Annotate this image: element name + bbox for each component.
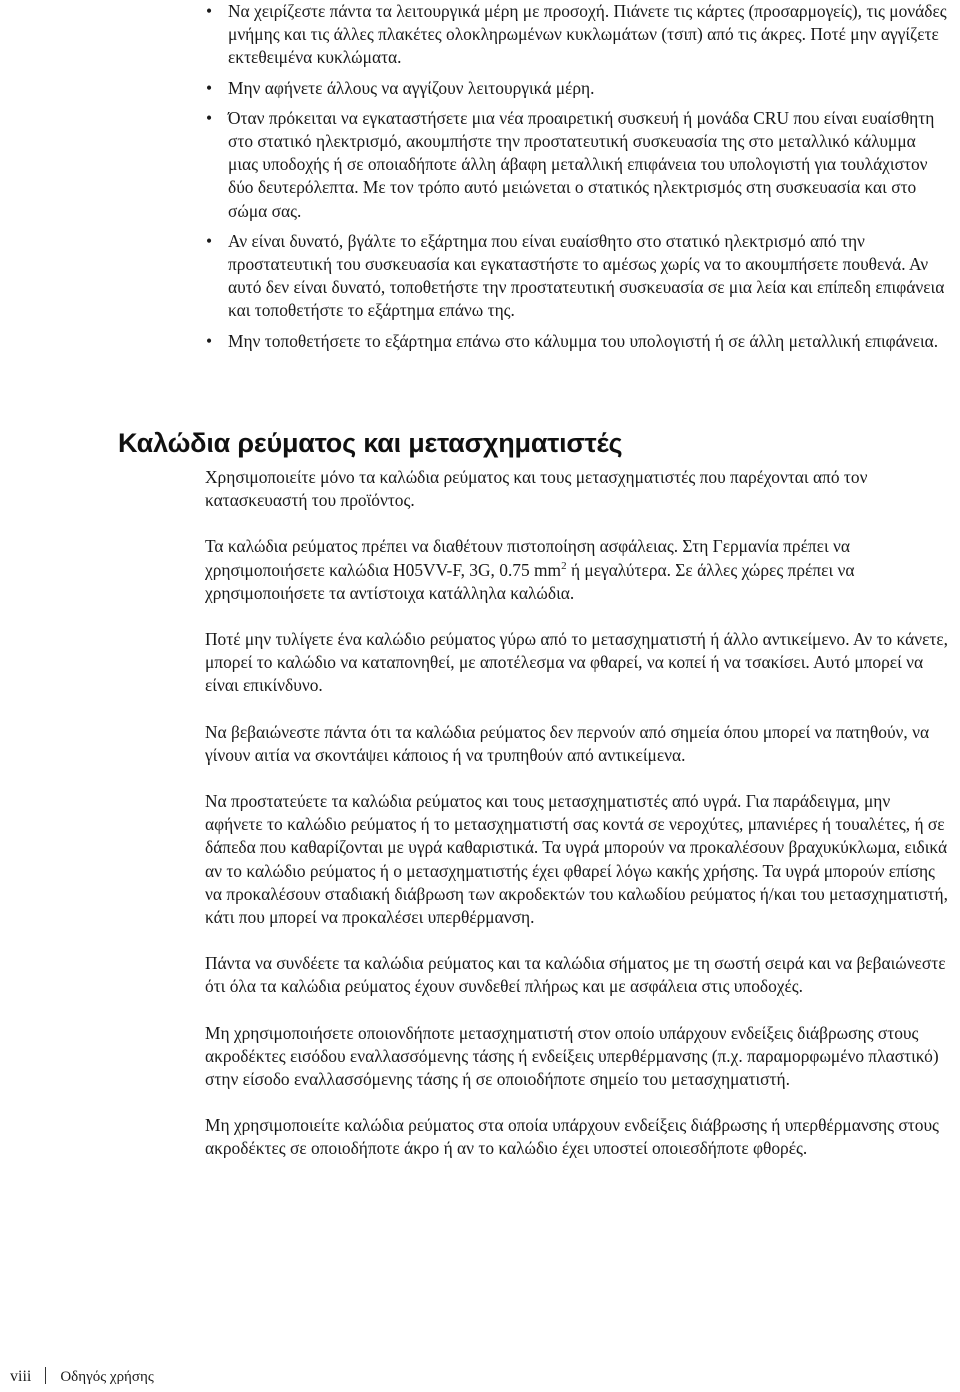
bullet-icon: •: [206, 230, 213, 251]
paragraph: Να προστατεύετε τα καλώδια ρεύματος και τους μετασχηματιστές από υγρά. Για παράδειγμα, μην αφήνετε το καλώδιο ρεύματος ή το μετασχηματιστή σας κοντά σε νεροχύτες, μπανιέρες ή τουαλέτες, ή σε δάπεδα που καθαρίζονται με υγρά καθαριστικά. Τα υγρά μπορούν να προκαλέσουν βραχυκύκλωμα, ειδικά αν το καλώδιο ρεύματος ή ο μετασχηματιστής έχει φθαρεί λόγω κακής χρήσης. Τα υγρά μπορούν επίσης να προκαλέσουν σταδιακή διάβρωση των ακροδεκτών του καλωδίου ρεύματος ή/και του μετασχηματιστή, κάτι που μπορεί να προκαλέσει υπερθέρμανση.: [205, 791, 948, 928]
bullet-item: [205, 330, 950, 353]
bullet-icon: •: [206, 107, 213, 128]
superscript: 2: [561, 559, 567, 572]
paragraph: Χρησιμοποιείτε μόνο τα καλώδια ρεύματος και τους μετασχηματιστές που παρέχονται από τον κατασκευαστή του προϊόντος.: [205, 467, 868, 511]
guide-title: Οδηγός χρήσης: [60, 1369, 154, 1385]
paragraph: Να βεβαιώνεστε πάντα ότι τα καλώδια ρεύματος δεν περνούν από σημεία όπου μπορεί να πατηθούν, να γίνουν αιτία να σκοντάψει κάποιος ή να τρυπηθούν από αντικείμενα.: [205, 721, 930, 765]
bullet-icon: •: [206, 77, 213, 98]
footer-divider: [45, 1367, 46, 1384]
bullet-item: [205, 77, 950, 100]
bullet-icon: •: [206, 330, 213, 351]
bullet-text: Μην τοποθετήσετε το εξάρτημα επάνω στο κάλυμμα του υπολογιστή ή σε άλλη μεταλλική επιφάνεια.: [228, 330, 939, 351]
bullet-list: [205, 0, 950, 360]
paragraph: Μη χρησιμοποιείτε καλώδια ρεύματος στα οποία υπάρχουν ενδείξεις διάβρωσης ή υπερθέρμανσης στους ακροδέκτες σε οποιοδήποτε άκρο ή αν το καλώδιο έχει υποστεί οποιεσδήποτε φθορές.: [205, 1115, 939, 1159]
bullet-text: Όταν πρόκειται να εγκαταστήσετε μια νέα προαιρετική συσκευή ή μονάδα CRU που είναι ευαίσθητη στο στατικό ηλεκτρισμό, ακουμπήστε την προστατευτική συσκευασία της στο μεταλλικό κάλυμμα μιας υποδοχής ή σε οποιαδήποτε άλλη άβαφη μεταλλική επιφάνεια του υπολογιστή για τουλάχιστον δύο δευτερόλεπτα. Με τον τρόπο αυτό μειώνεται ο στατικός ηλεκτρισμός στη συσκευασία και στο σώμα σας.: [228, 107, 935, 221]
section-title: Καλώδια ρεύματος και μετασχηματιστές: [118, 428, 623, 458]
bullet-text: Αν είναι δυνατό, βγάλτε το εξάρτημα που είναι ευαίσθητο στο στατικό ηλεκτρισμό από την προστατευτική του συσκευασία και εγκαταστήστε το αμέσως χωρίς να το ακουμπήσετε πουθενά. Αν αυτό δεν είναι δυνατό, τοποθετήστε την προστατευτική συσκευασία σε μια λεία και επίπεδη επιφάνεια και τοποθετήστε το εξάρτημα επάνω της.: [228, 230, 945, 321]
section-body: [205, 466, 950, 1184]
bullet-text: Να χειρίζεστε πάντα τα λειτουργικά μέρη με προσοχή. Πιάνετε τις κάρτες (προσαρμογείς), τις μονάδες μνήμης και τις άλλες πλακέτες ολοκληρωμένων κυκλωμάτων (τσιπ) από τις άκρες. Ποτέ μην αγγίζετε εκτεθειμένα κυκλώματα.: [228, 1, 947, 68]
page-number: viii: [10, 1368, 32, 1385]
bullet-icon: •: [206, 1, 213, 21]
bullet-text: Μην αφήνετε άλλους να αγγίζουν λειτουργικά μέρη.: [228, 77, 595, 98]
paragraph: Ποτέ μην τυλίγετε ένα καλώδιο ρεύματος γύρω από το μετασχηματιστή ή άλλο αντικείμενο. Αν το κάνετε, μπορεί το καλώδιο να καταπονηθεί, με αποτέλεσμα να φθαρεί, να κοπεί ή να τσακίσει. Αυτό μπορεί να είναι επικίνδυνο.: [205, 629, 949, 696]
bullet-item: [205, 230, 950, 323]
page-footer: [10, 1367, 154, 1387]
paragraph: Μη χρησιμοποιήσετε οποιονδήποτε μετασχηματιστή στον οποίο υπάρχουν ενδείξεις διάβρωσης στους ακροδέκτες εισόδου εναλλασσόμενης τάσης ή ενδείξεις υπερθέρμανσης (π.χ. παραμορφωμένο πλαστικό) στην είσοδο εναλλασσόμενης τάσης ή σε οποιοδήποτε σημείο του μετασχηματιστή.: [205, 1022, 939, 1090]
bullet-item: [205, 0, 950, 70]
paragraph: Πάντα να συνδέετε τα καλώδια ρεύματος και τα καλώδια σήματος με τη σωστή σειρά και να βεβαιώνεστε ότι όλα τα καλώδια ρεύματος έχουν συνδεθεί πλήρως και με ασφάλεια στις υποδοχές.: [205, 953, 946, 997]
paragraph-text: ή μεγαλύτερα. Σε άλλες χώρες πρέπει να χρησιμοποιήσετε τα αντίστοιχα κατάλληλα καλώδια.: [205, 559, 855, 603]
paragraph-text: Τα καλώδια ρεύματος πρέπει να διαθέτουν πιστοποίηση ασφάλειας. Στη Γερμανία πρέπει να χρησιμοποιήσετε καλώδια H05VV-F, 3G, 0.75 mm: [205, 536, 850, 580]
bullet-item: [205, 107, 950, 223]
paragraph-certification: [205, 535, 950, 605]
